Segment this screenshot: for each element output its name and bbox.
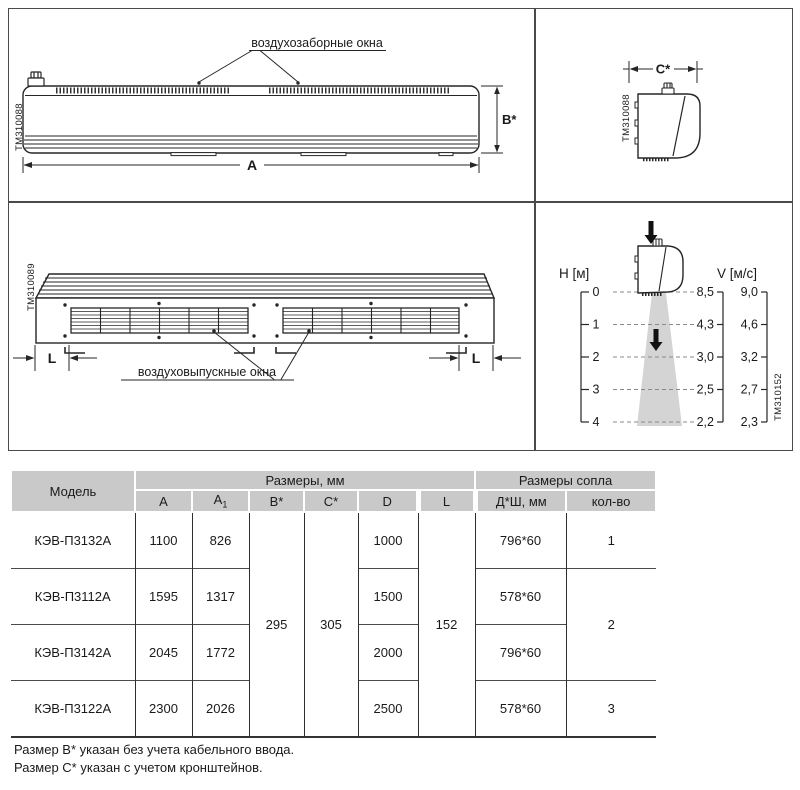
svg-text:2: 2 [592,350,600,364]
footnotes [14,741,294,777]
header-nozzle-group: Размеры сопла [475,470,656,490]
header-col-nozzle: Д*Ш, мм [475,490,566,512]
dim-b-label: B* [502,112,517,127]
svg-text:1: 1 [592,317,600,332]
outlet-windows-label: воздуховыпускные окна [137,365,277,379]
cell-model: КЭВ-П3122А [11,681,135,738]
footnote-b: Размер В* указан без учета кабельного ввода. [14,742,295,757]
airflow-cone [637,293,682,426]
svg-text:3: 3 [592,382,600,397]
v-axis-label: V [м/с] [717,266,758,281]
cell-count: 1 [566,512,656,569]
svg-text:4: 4 [592,415,600,429]
cable-gland [662,83,674,94]
cell-model: КЭВ-П3112А [11,569,135,625]
cell-count-merged: 2 [566,569,656,681]
cell-a1: 2026 [192,681,249,738]
front-view-drawing [9,9,534,201]
cable-gland [28,72,44,86]
cell-nozzle: 796*60 [475,625,566,681]
cell-count: 3 [566,681,656,738]
header-col-a1: $А_1$ [192,490,249,512]
header-col-b: В* [249,490,304,512]
cell-l-merged: 152 [418,512,475,737]
svg-text:0: 0 [592,285,600,299]
header-col-a: А [135,490,192,512]
drawing-code-front: ТМ310088 [14,103,25,151]
cell-c-merged: 305 [304,512,358,737]
cell-b-merged: 295 [249,512,304,737]
dim-l-left-label: L [47,350,57,366]
header-dims-group: Размеры, мм [135,470,475,490]
v2-scale-ruler [761,292,767,422]
dim-a-label: A [246,157,258,173]
drawing-code-side: ТМ310088 [621,94,632,142]
cell-nozzle: 578*60 [475,569,566,625]
drawings-frame [8,8,793,451]
mounting-brackets [65,347,466,353]
svg-text:2,7: 2,7 [740,382,758,397]
cell-a1: 1772 [192,625,249,681]
svg-text:2,3: 2,3 [740,415,758,429]
header-col-d: D [358,490,418,512]
cell-a: 2045 [135,625,192,681]
spec-table [10,469,657,738]
cell-model: КЭВ-П3132А [34,533,112,548]
drawing-code-bottom: ТМ310089 [26,263,37,311]
h-scale-ruler [581,292,589,422]
cell-nozzle: 578*60 [475,681,566,738]
unit-icon [635,239,683,295]
dim-c-label: C* [655,61,671,77]
svg-text:2,5: 2,5 [696,382,714,397]
bottom-view-drawing [9,201,534,450]
header-col-c: С* [304,490,358,512]
h-scale-values [593,285,600,429]
header-col-count: кол-во [566,490,656,512]
cell-d: 1500 [358,569,418,625]
intake-windows-label: воздухозаборные окна [251,36,383,50]
drawing-code-diagram: ТМ310152 [773,373,784,421]
v1-scale-ruler [717,292,723,422]
svg-text:9,0: 9,0 [740,285,758,299]
svg-text:4,3: 4,3 [696,317,714,332]
v2-scale-values [741,285,758,429]
header-col-l: L [418,490,475,512]
cell-a: 1100 [135,512,192,569]
unit-side-outline [635,94,700,158]
intake-label-leaders [197,51,386,85]
cell-nozzle: 796*60 [475,512,566,569]
cell-a: 1595 [135,569,192,625]
cell-a1: 826 [192,512,249,569]
h-axis-label: Н [м] [559,266,590,281]
svg-text:8,5: 8,5 [696,285,714,299]
footnote-c: Размер С* указан с учетом кронштейнов. [14,760,263,775]
cell-d: 1000 [358,512,418,569]
table-row [11,512,656,569]
cell-a1: 1317 [192,569,249,625]
cell-d: 2000 [358,625,418,681]
velocity-diagram [535,201,792,450]
svg-text:3,0: 3,0 [696,350,714,364]
svg-text:4,6: 4,6 [740,317,758,332]
svg-text:2,2: 2,2 [696,415,714,429]
cell-a: 2300 [135,681,192,738]
unit-front-outline [23,86,479,156]
header-model: Модель [11,470,135,512]
cell-model: КЭВ-П3142А [11,625,135,681]
side-view-drawing [535,9,792,201]
svg-text:3,2: 3,2 [740,350,758,364]
v1-scale-values [697,285,714,429]
dim-b [481,86,503,153]
cell-d: 2500 [358,681,418,738]
dim-l-right-label: L [471,350,481,366]
